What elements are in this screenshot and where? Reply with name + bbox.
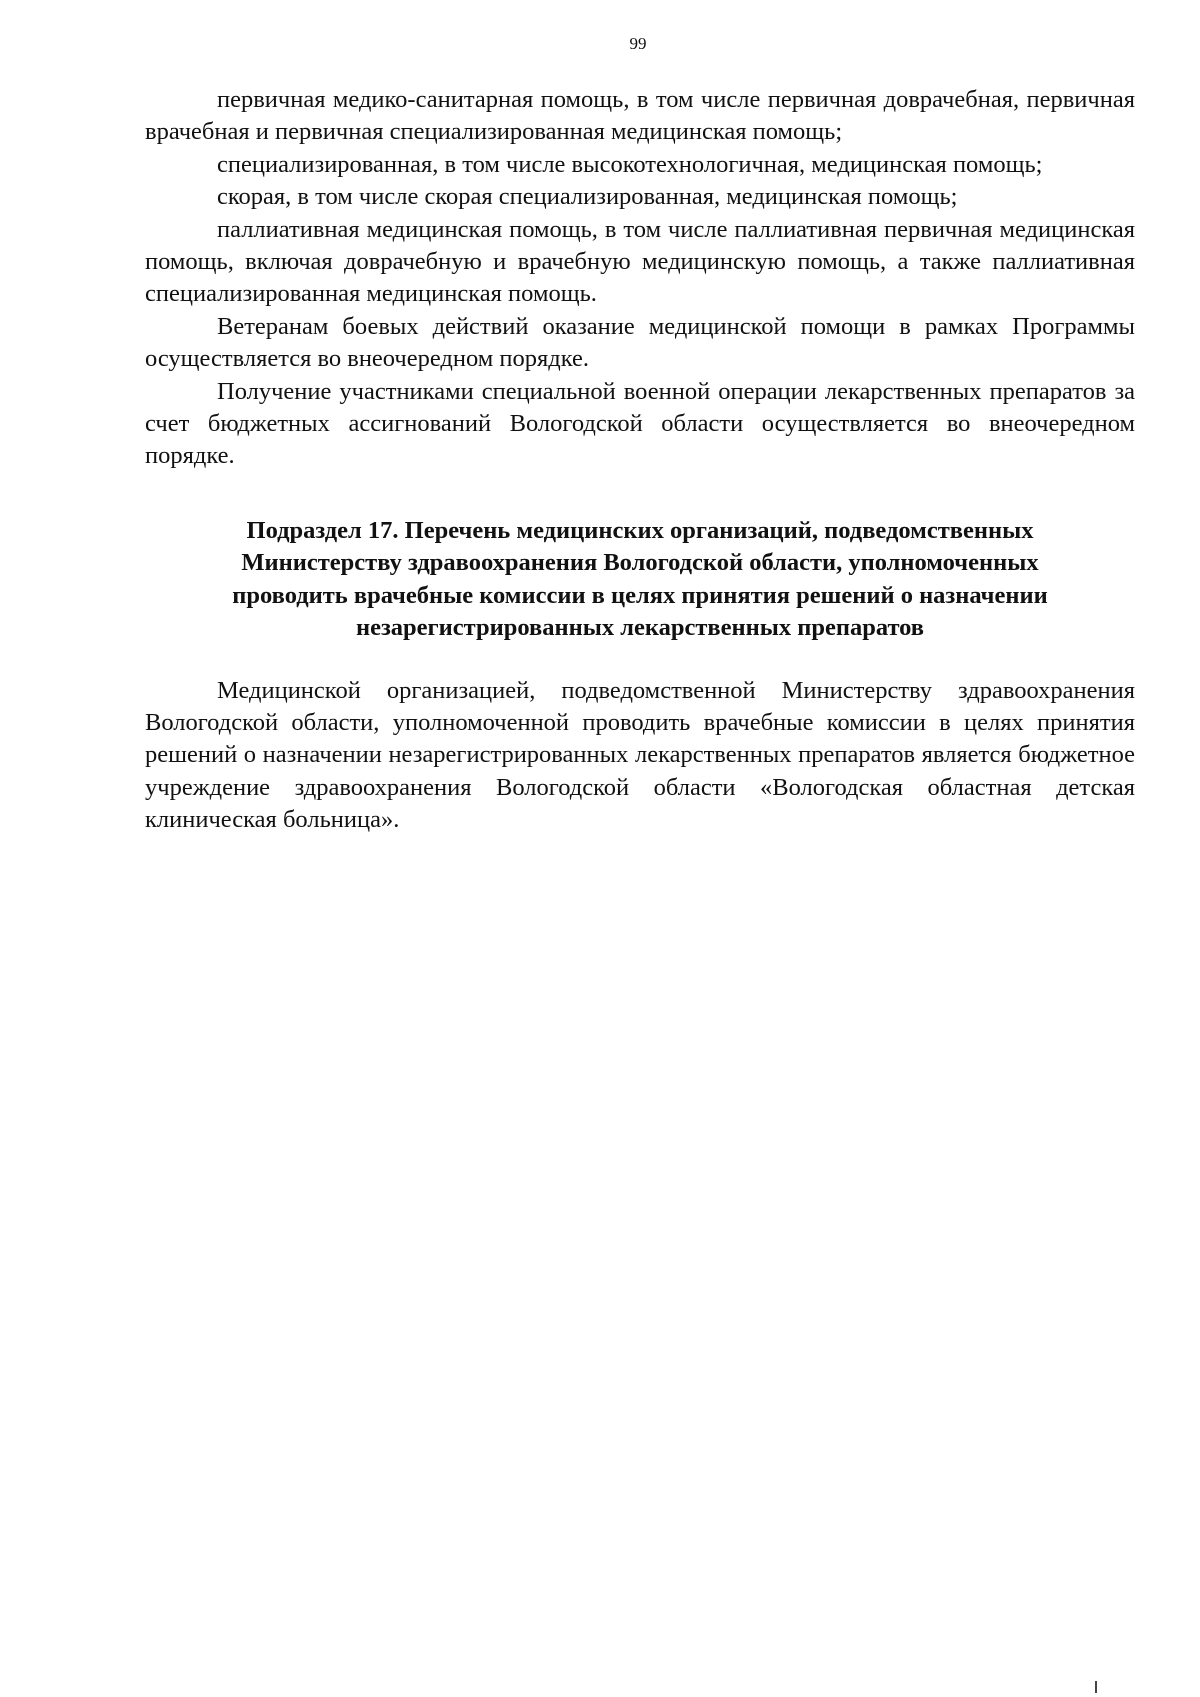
page-number: 99 bbox=[629, 34, 647, 53]
paragraph-primary-care: первичная медико-санитарная помощь, в том числе первичная доврачебная, первичная врачебная и первичная специализированная медицинская помощь; bbox=[145, 86, 1135, 146]
section-heading-line: проводить врачебные комиссии в целях принятия решений о назначении bbox=[232, 581, 1048, 609]
scan-edge-mark bbox=[1095, 1681, 1097, 1693]
paragraph-veterans: Ветеранам боевых действий оказание медицинской помощи в рамках Программы осуществляется во внеочередном порядке. bbox=[145, 312, 1135, 373]
page-content bbox=[145, 84, 1135, 837]
paragraph-palliative-care: паллиативная медицинская помощь, в том числе паллиативная первичная медицинская помощь, включая доврачебную и врачебную медицинскую помощь, а также паллиативная специализированная медицинская помощь. bbox=[145, 215, 1135, 308]
section-heading-line: незарегистрированных лекарственных препаратов bbox=[355, 614, 925, 642]
paragraph-emergency-care: скорая, в том числе скорая специализированная, медицинская помощь; bbox=[217, 183, 958, 211]
section-heading-line: Министерству здравоохранения Вологодской области, уполномоченных bbox=[241, 549, 1039, 577]
paragraph-specialized-care: специализированная, в том числе высокотехнологичная, медицинская помощь; bbox=[217, 150, 1043, 178]
section-heading bbox=[145, 515, 1135, 645]
section-heading-line: Подраздел 17. Перечень медицинских организаций, подведомственных bbox=[246, 516, 1034, 544]
paragraph-authorized-organization: Медицинской организацией, подведомственной Министерству здравоохранения Вологодской области, уполномоченной проводить врачебные комиссии в целях принятия решений о назначении незарегистрированных лекарственных препаратов является бюджетное учреждение здравоохранения Вологодской области «Вологодская областная детская клиническая больница». bbox=[145, 676, 1135, 834]
section-spacer bbox=[145, 645, 1135, 675]
paragraph-svo-participants: Получение участниками специальной военной операции лекарственных препаратов за счет бюджетных ассигнований Вологодской области осуществляется во внеочередном порядке. bbox=[145, 377, 1135, 470]
